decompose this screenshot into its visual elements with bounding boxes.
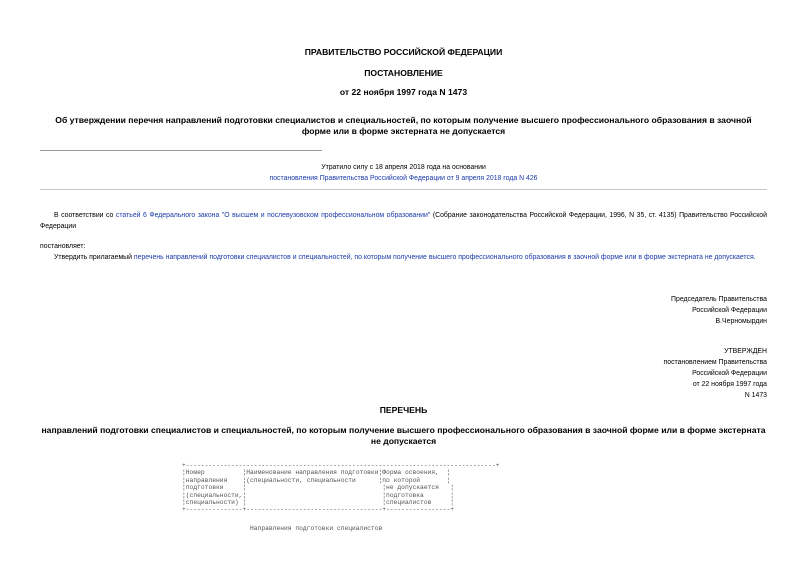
status-link[interactable]: постановления Правительства Российской Федерации от 9 апреля 2018 года N 426 (269, 175, 538, 182)
list-title: ПЕРЕЧЕНЬ (379, 405, 428, 415)
approval-number: N 1473 (744, 392, 767, 399)
paragraph-approve (40, 252, 767, 263)
approval-stamp-block (664, 346, 768, 401)
status-note: Утратило силу с 18 апреля 2018 года на основании (321, 164, 486, 171)
law-article-link[interactable]: статьей 6 Федерального закона "О высшем и послевузовском профессиональном образовании" (115, 212, 431, 219)
divider-top (40, 150, 322, 151)
signature-block (671, 294, 767, 327)
government-heading: ПРАВИТЕЛЬСТВО РОССИЙСКОЙ ФЕДЕРАЦИИ (304, 47, 503, 57)
paragraph-approve-prefix: Утвердить прилагаемый (54, 254, 134, 261)
signature-name: В.Черномырдин (715, 318, 767, 325)
ascii-table-header: +----------------------------------------------------------------------------------+ ¦Номер ¦Наименование направления подготовки¦Форма освоения, ¦ ¦направления ¦(специальности, специальности ¦по которой ¦ ¦подготовки ¦ ¦не допускается ¦ ¦(специальности,¦ ¦подготовка ¦ ¦специальности) ¦ ¦специалистов ¦ +---------------+------------------------------------+-----------------+ (182, 462, 500, 514)
paragraph-basis-suffix: (Собрание законодательства Российской Федерации, 1996, N 35, ст. 4135) Правительство Российской Федерации (40, 212, 767, 230)
paragraph-basis-prefix: В соответствии со (54, 212, 116, 219)
list-subtitle: направлений подготовки специалистов и специальностей, по которым получение высшего профессионального образования в заочной форме или в форме экстерната не допускается (41, 425, 766, 446)
paragraph-basis (40, 210, 767, 232)
paragraph-decrees: постановляет: (40, 243, 86, 250)
approval-country: Российской Федерации (692, 370, 767, 377)
approved-list-link[interactable]: перечень направлений подготовки специалистов и специальностей, по которым получение высшего профессионального образования в заочной форме или в форме экстерната не допускается (133, 254, 754, 261)
document-title: Об утверждении перечня направлений подготовки специалистов и специальностей, по которым получение высшего профессионального образования в заочной форме или в форме экстерната не допускается (55, 115, 752, 136)
signature-country: Российской Федерации (692, 307, 767, 314)
approval-by: постановлением Правительства (663, 359, 767, 366)
approval-date: от 22 ноября 1997 года (692, 381, 767, 388)
approval-label: УТВЕРЖДЕН (724, 348, 767, 355)
paragraph-approve-suffix: . (753, 254, 756, 261)
divider-status (40, 189, 767, 190)
table-section-caption: Направления подготовки специалистов (250, 525, 383, 532)
document-type: ПОСТАНОВЛЕНИЕ (364, 68, 443, 78)
signature-position: Председатель Правительства (671, 296, 767, 303)
document-date-number: от 22 ноября 1997 года N 1473 (339, 87, 468, 97)
